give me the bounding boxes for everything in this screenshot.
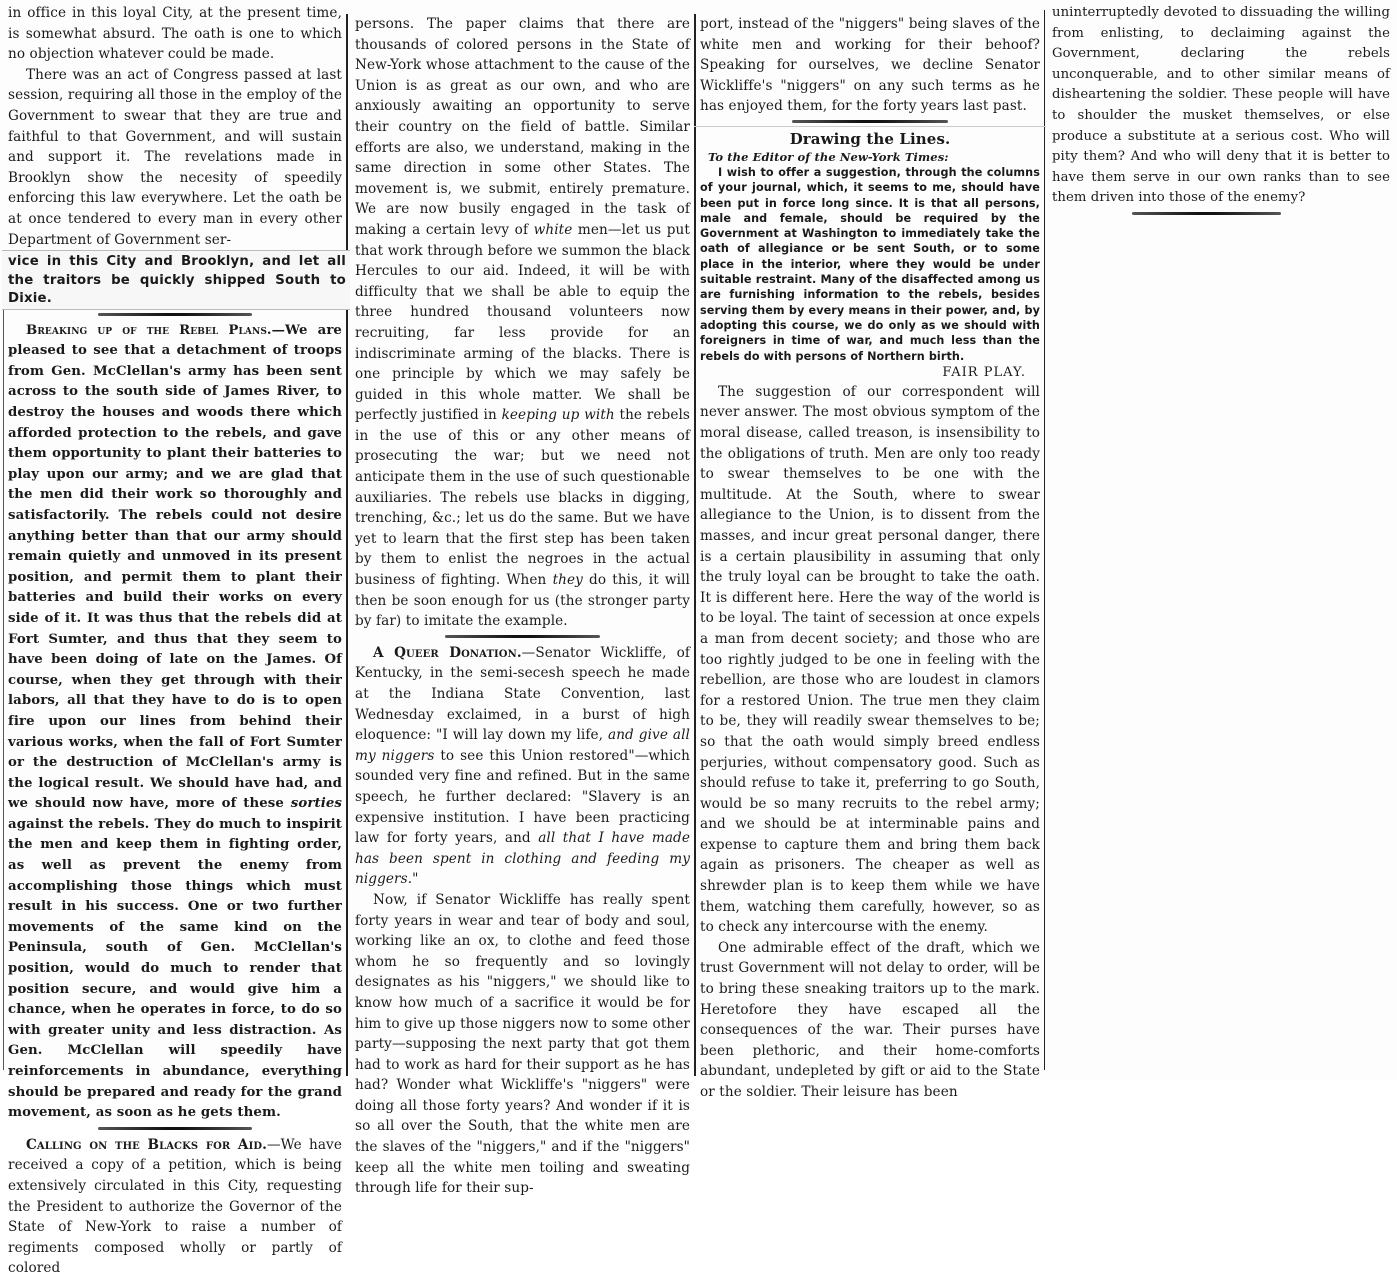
- blacks-aid-continuation: [355, 14, 690, 632]
- letter-signature: FAIR PLAY.: [942, 364, 1026, 380]
- bold-boxed-continuation: [2, 250, 350, 310]
- italic-white: white: [533, 221, 573, 238]
- queer-body-a: —Senator Wickliffe, of Kentucky, in the semi-secesh speech he made at the Indiana State Convention, last Wednesday exclaimed, in a burst of high eloquence: "I will lay down my life,: [355, 644, 690, 744]
- headline-blacks-aid: Calling on the Blacks for Aid.: [26, 1136, 267, 1153]
- cont-text-c: the rebels in the use of this or any other means of prosecuting the war; but we need not anticipate them in the use of such questionable auxiliaries. The rebels use blacks in digging, trenching, &c.; let us do the same. But we have yet to learn that the first step has been taken by them to enlist the negroes in the actual business of fighting. When: [355, 407, 691, 589]
- blacks-aid-body: —We have received a copy of a petition, which is being extensively circulated in this City, requesting the President to authorize the Governor of the State of New-York to raise a number of regiments composed wholly or partly of colored: [8, 1136, 342, 1277]
- cont-text-d: do this, it will then be soon enough for us (the stronger party by far) to imitate the example.: [355, 572, 690, 630]
- column-4: [1052, 3, 1390, 220]
- article-divider: [98, 313, 252, 316]
- queer-body-c: ": [412, 871, 419, 888]
- left-edge-rule: [3, 270, 4, 1070]
- editorial-reply-continuation: uninterruptedly devoted to dissuading the willing from enlisting, to declaiming against the Government, declaring the rebels unconquerable, and to other similar means of disheartening the soldier. These people will have to shoulder the musket themselves, or else produce a substitute at a serious cost. Who will pity them? And who will deny that it is better to have them serve in our own ranks than to see them driven into those of the enemy?: [1052, 5, 1390, 206]
- congress-act-paragraph: There was an act of Congress passed at last session, requiring all those in the employ of the Government to swear that they are true and faithful to that Government, and will sustain and support it. The revelations made in Brooklyn show the necesity of speedily enforcing this law everywhere. Let the oath be at once tendered to every man in every other Department of Government ser-: [8, 66, 342, 248]
- column-1: [8, 3, 346, 1279]
- article-rebel-plans: [8, 321, 342, 1124]
- headline-rebel-plans: Breaking up of the Rebel Plans.: [26, 322, 272, 338]
- column-rule-3: [1044, 10, 1045, 1070]
- article-blacks-aid: [8, 1135, 342, 1279]
- column-3: [700, 14, 1040, 1103]
- italic-they: they: [552, 572, 583, 589]
- cont-text-b: men—let us put that work through before we summon the black Hercules to our aid. Indeed, it will be with difficulty that we shall be able to equip the three hundred thousand volunteers now recruiting, far less provide for an indiscriminate arming of the blacks. There is one principle by which we may safely be guided in this whole matter. We shall be perfectly justified in: [355, 221, 690, 424]
- heading-drawing-the-lines: Drawing the Lines.: [789, 129, 951, 148]
- article-divider: [1132, 212, 1281, 215]
- queer-donation-continuation: port, instead of the "niggers" being slaves of the white men and working for their behoof? Speaking for ourselves, we decline Senator Wickliffe's "niggers" on any such terms as he has enjoyed them, for the forty years last past.: [700, 16, 1040, 115]
- cont-text-a: persons. The paper claims that there are thousands of colored persons in the State of New-York whose attachment to the cause of the Union is as great as our own, and who are anxiously awaiting an opportunity to serve their country on the field of battle. Similar efforts are also, we understand, making in the same direction in some other States. The movement is, we submit, entirely premature. We are now busily engaged in the task of making a certain levy of: [355, 16, 690, 238]
- intro-text: in office in this loyal City, at the present time, is somewhat absurd. The oath is one to which no objection whatever could be made.: [8, 5, 342, 63]
- article-queer-donation: [355, 643, 690, 890]
- column-rule-2: [694, 14, 696, 1076]
- article-divider: [445, 635, 599, 638]
- to-editor-salutation: To the Editor of the New-York Times:: [708, 149, 949, 164]
- rebel-plans-body: —We are pleased to see that a detachment of troops from Gen. McClellan's army has been sent across to the south side of James River, to destroy the houses and woods there which afforded protection to the rebels, and gave them opportunity to plant their batteries to play upon our army; and we are glad that the men did their work so thoroughly and satisfactorily. The rebels could not desire anything better than that our army should remain quietly and unmoved in its present position, and permit them to plant their batteries and build their works on every side of it. It was thus that the rebels did at Fort Sumter, and thus that they seem to have been doing of late on the James. Of course, when they get through with their labors, all that they have to do is to open fire upon our lines from behind their various works, when the fall of Fort Sumter or the destruction of McClellan's army is the logical result. We should have had, and we should now have, more of these: [8, 322, 342, 812]
- section-separator: [694, 126, 1046, 127]
- rebel-plans-body-cont: against the rebels. They do much to inspirit the men and keep them in fighting order, as well as prevent the enemy from accomplishing those things which must result in his success. One or two further movements of the same kind on the Peninsula, south of Gen. McClellan's position, would do much to render that position secure, and would give him a chance, when he operates in force, to do so with greater unity and less distraction. As Gen. McClellan will speedily have reinforcements in abundance, everything should be prepared and ready for the grand movement, as soon as he gets them.: [8, 816, 342, 1121]
- column-rule-1: [346, 14, 348, 1076]
- letter-to-editor: I wish to offer a suggestion, through the columns of your journal, which, it seems to me, should have been put in force long since. It is that all persons, male and female, should be required by the Government at Washington to immediately take the oath of allegiance or be sent South, or to some place in the interior, where they would be under suitable restraint. Many of the disaffected among us are furnishing information to the rebels, besides serving them by every means in their power, and, by adopting this course, we do only as we should with foreigners in time of war, and much less than the rebels do with persons of Northern birth.: [700, 165, 1040, 363]
- column-2: [355, 14, 690, 1199]
- queer-body-b: to see this Union restored"—which sounded very fine and refined. But in the same speech, he further declared: "Slavery is an expensive institution. I have been practicing law for forty years, and: [355, 747, 691, 847]
- queer-italic-a: and give all my niggers: [355, 727, 691, 764]
- article-divider: [98, 1127, 252, 1130]
- article-divider: [792, 120, 948, 123]
- rebel-plans-italic: sorties: [290, 796, 342, 812]
- headline-queer-donation: A Queer Donation.: [373, 644, 522, 661]
- editorial-reply-1: The suggestion of our correspondent will never answer. The most obvious symptom of the moral disease, called treason, is insensibility to the obligations of truth. Men are only too ready to swear themselves to be one with the multitude. At the South, where to swear allegiance to the Union, is to dissent from the masses, and incur great personal danger, there is a certain plausibility in assuming that only the truly loyal can be brought to take the oath. It is different here. Here the way of the world is to be loyal. The taint of secession at once expels a man from decent society; and those who are too rightly judged to be one in feeling with the rebellion, are those who are loudest in clamors for a restored Union. The true men they claim to be, they will readily swear themselves to be; so that the oath would simply breed endless perjuries, without compensatory good. Such as should refuse to take it, preferring to go South, would be so many recruits to the rebel army; and we should be at interminable pains and expense to capture them and bring them back again as prisoners. The cheaper as well as shrewder plan is to keep them while we have them, watching them carefully, however, so as to check any intercourse with the enemy.: [700, 383, 1040, 936]
- bold-continuation-text: vice in this City and Brooklyn, and let all the traitors be quickly shipped South to Dixie.: [8, 254, 346, 307]
- editorial-reply-2: One admirable effect of the draft, which we trust Government will not delay to order, will be to bring these sneaking traitors up to the mark. Heretofore they have escaped all the consequences of the war. Their purses have been plethoric, and their home-comforts abundant, undepleted by gift or aid to the State or the soldier. Their leisure has been: [700, 939, 1040, 1101]
- queer-italic-b: all that I have made has been spent in clothing and feeding my niggers.: [355, 830, 690, 888]
- italic-keeping: keeping up with: [501, 407, 615, 424]
- queer-donation-para-2: Now, if Senator Wickliffe has really spent forty years in wear and tear of body and soul, working like an ox, to clothe and feed those whom he so frequently and so lovingly designates as his "niggers," we should like to know how much of a sacrifice it would be for him to give up those niggers now to some other party—supposing the next party that got them had to work as hard for their support as he has had? Wonder what Wickliffe's "niggers" were doing all those forty years? And wonder if it is so all over the South, that the white men are the slaves of the "niggers," and if the "niggers" keep all the white men toiling and sweating through life for their sup-: [355, 891, 690, 1197]
